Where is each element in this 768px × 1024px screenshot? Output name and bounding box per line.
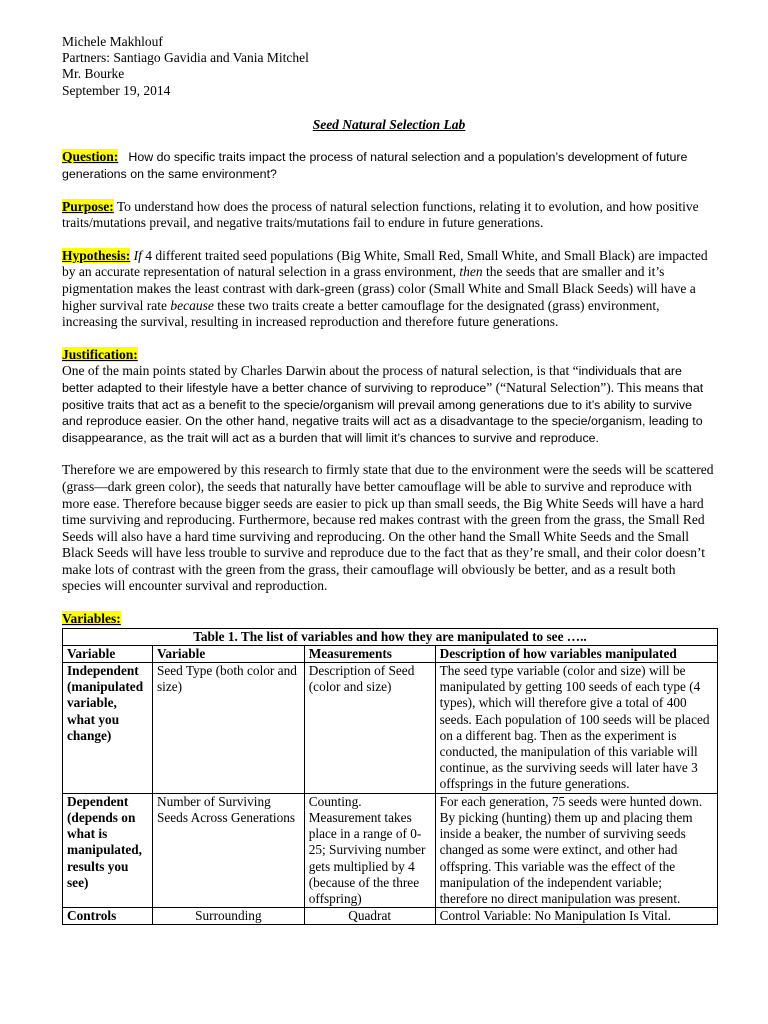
document-title: Seed Natural Selection Lab: [312, 116, 466, 132]
row-dependent-description: For each generation, 75 seeds were hunted down. By picking (hunting) them up and placing them inside a beaker, the number of surviving seeds changed as some were extinct, and other had offspring. This variable was the effect of the manipulation of the independent variable; therefore no direct manipulation was present.: [435, 793, 717, 907]
purpose-section: [62, 199, 716, 232]
hypothesis-label: Hypothesis:: [62, 247, 131, 263]
table-row: [63, 793, 718, 907]
date-line: September 19, 2014: [62, 82, 171, 98]
header-measurements: Measurements: [304, 645, 435, 662]
hypothesis-text-1: 4 different traited seed populations (Big White, Small Red, Small White, and Small Black) are impacted by an accurate representation of natural selection in a grass environment,: [62, 247, 708, 280]
table-row: [63, 908, 718, 925]
partners-line: Partners: Santiago Gavidia and Vania Mitchel: [62, 50, 309, 66]
justification-text-a: One of the main points stated by Charles Darwin about the process of natural selection, is that “: [62, 363, 579, 379]
row-dependent-type: Dependent (depends on what is manipulated, results you see): [63, 793, 153, 907]
hypothesis-because: because: [170, 297, 214, 313]
table-caption-row: [63, 628, 718, 645]
variables-section: [62, 611, 716, 925]
variables-table: [62, 628, 718, 926]
hypothesis-if: If: [133, 247, 142, 263]
purpose-text: To understand how does the process of natural selection functions, relating it to evolution, and how positive traits/mutations prevail, and negative traits/mutations fail to endure in future generations.: [62, 198, 699, 231]
row-independent-variable: Seed Type (both color and size): [152, 663, 304, 794]
justification-paragraph-2-wrap: [62, 462, 716, 595]
hypothesis-then: then: [459, 264, 483, 280]
header-variable-type: Variable: [63, 645, 153, 662]
justification-paragraph-2: Therefore we are empowered by this research to firmly state that due to the environment were the seeds will be scattered (grass—dark green color), the seeds that naturally have better camouflage will be able to survive and reproduce with more ease. Therefore because bigger seeds are easier to pick up than small seeds, the Big White Seeds will have a hard time surviving and reproducing. Furthermore, because red makes contrast with the green from the grass, the Small Red Seeds will also have a hard time surviving and reproducing. On the other hand the Small White Seeds and the Small Black Seeds will have less trouble to survive and reproduce due to the fact that as they’re small, and their color doesn’t make lots of contrast with the green from the grass, their camouflage will obviously be better, and as a result both species will encounter survival and reproduction.: [62, 462, 714, 594]
row-controls-type: Controls: [63, 908, 153, 925]
row-independent-measurement: Description of Seed (color and size): [304, 663, 435, 794]
row-controls-description: Control Variable: No Manipulation Is Vital.: [435, 908, 717, 925]
table-header-row: [63, 645, 718, 662]
justification-label: Justification:: [62, 346, 138, 362]
question-label: Question:: [62, 149, 119, 165]
row-controls-variable: Surrounding: [152, 908, 304, 925]
row-controls-measurement: Quadrat: [304, 908, 435, 925]
header-description: Description of how variables manipulated: [435, 645, 717, 662]
justification-paragraph-1: [62, 363, 716, 446]
question-text: How do specific traits impact the process of natural selection and a population’s development of future generations on the same environment?: [62, 150, 688, 181]
darwin-quote: individuals that are better adapted to their lifestyle have a better chance of surviving to reproduce: [62, 364, 682, 395]
row-dependent-measurement: Counting. Measurement takes place in a range of 0-25; Surviving number gets multiplied by 4 (because of the three offspring): [304, 793, 435, 907]
header-variable: Variable: [152, 645, 304, 662]
hypothesis-section: [62, 248, 716, 331]
justification-section: [62, 347, 716, 447]
row-independent-type: Independent (manipulated variable, what you change): [63, 663, 153, 794]
justification-text-b: ” (“Natural Selection”). This means: [486, 379, 683, 395]
variables-label: Variables:: [62, 611, 121, 627]
hypothesis-text-2: the seeds that are smaller and it’s pigmentation makes the least contrast with dark-green (grass) color (Small White and Small Black Seeds) will have a higher survival rate: [62, 264, 696, 313]
hypothesis-text-3: these two traits create a better camouflage for the designated (grass) environment, increasing the survival, resulting in increased reproduction and therefore future generations.: [62, 297, 660, 330]
question-section: [62, 149, 716, 182]
header-block: [62, 34, 716, 99]
purpose-label: Purpose:: [62, 198, 114, 214]
author-name: Michele Makhlouf: [62, 34, 163, 49]
row-dependent-variable: Number of Surviving Seeds Across Generations: [152, 793, 304, 907]
row-independent-description: The seed type variable (color and size) will be manipulated by getting 100 seeds of each type (4 types), which will therefore give a total of 400 seeds. Each population of 100 seeds will be placed on a different bag. Then as the experiment is conducted, the manipulation of this variable will continue, as the surviving seeds will later have 3 offsprings in the future generations.: [435, 663, 717, 794]
justification-text-c: that positive traits that act as a benefit to the specie/organism will prevail among generations due to it’s ability to survive and reproduce easier. On the other hand, negative traits will act as a disadvantage to the specie/organism, leading to disappearance, as the trait will act as a burden that will limit it’s chances to survive and reproduce.: [62, 380, 704, 445]
table-row: [63, 663, 718, 794]
table-caption: Table 1. The list of variables and how they are manipulated to see …..: [63, 628, 718, 645]
teacher-name: Mr. Bourke: [62, 66, 125, 82]
